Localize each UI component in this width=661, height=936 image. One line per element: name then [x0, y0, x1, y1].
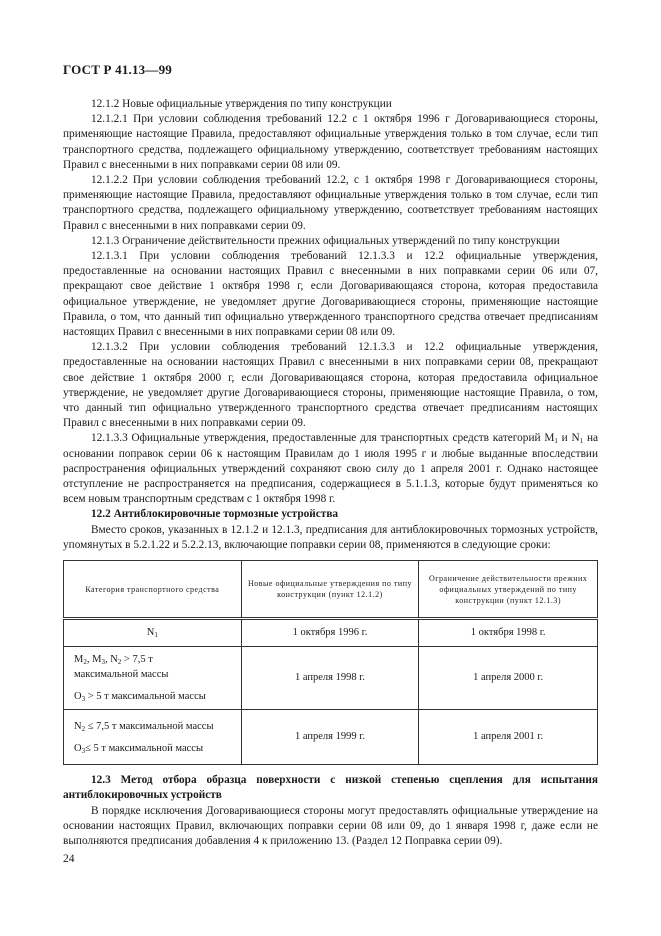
- paragraph-12-1-3-3: [63, 431, 598, 507]
- paragraph-12-1-3-2: 12.1.3.2 При условии соблюдения требований 12.1.3.3 и 12.2 официальные утверждения, предоставленные на основании настоящих Правил с внесенными в них поправками серии 08, прекращают свое действие 1 октября 2000 г, если Договаривающаяся сторона, которая предоставила официальное утверждение, не уведомляет другие Договаривающиеся стороны, применяющие настоящие Правила, о том, что данный тип официально утвержденного транспортного средства отвечает предписаниям настоящих Правил с внесенными в них поправками серии 09.: [63, 341, 598, 430]
- paragraph-12-1-3-1: 12.1.3.1 При условии соблюдения требований 12.1.3.3 и 12.2 официальные утверждения, предоставленные на основании настоящих Правил с внесенными в них поправками серии 06 или 07, прекращают свое действие 1 октября 1998 г, если Договаривающаяся сторона, которая предоставила официальное утверждение, не уведомляет другие Договаривающиеся стороны, применяющие настоящие Правила, о том, что данный тип официально утвержденного транспортного средства отвечает предписаниям настоящих Правил с внесенными в них поправками серии 08 или 09.: [63, 250, 598, 339]
- table-header-row: [64, 561, 598, 619]
- subscript: 1: [154, 631, 158, 640]
- text-run: на основании поправок серии 06 к настоящим Правилам до 1 июля 1995 г и любые выданные впоследствии распространения официальных утверждений сохраняют свою силу до 1 апреля 2001 г. Однако настоящее отступление не распространяется на предписания, содержащиеся в 5.1.1.3, которые будут применяться ко всем новым транспортным средствам с 1 октября 1998 г.: [63, 432, 599, 506]
- category-line: [74, 719, 231, 734]
- subscript: 2: [81, 724, 86, 733]
- cell-new-approval-date: 1 апреля 1998 г.: [241, 647, 419, 710]
- text-run: ≤ 5 т максимальной массы: [85, 742, 203, 754]
- cell-category: [64, 619, 242, 647]
- spacer: [74, 682, 231, 689]
- text-run: 12.1.3.3 Официальные утверждения, предоставленные для транспортных средств категорий M: [91, 432, 555, 445]
- cell-category: [64, 647, 242, 710]
- category-letter: N: [146, 627, 155, 639]
- page-number: 24: [63, 853, 75, 865]
- paragraph-12-1-2-1: 12.1.2.1 При условии соблюдения требований 12.2 с 1 октября 1996 г Договаривающиеся стороны, применяющие настоящие Правила, предоставляют официальные утверждения только в том случае, если тип транспортного средства, подлежащего официальному утверждению, соответствует требованиям настоящих Правил с внесенными в них поправками серии 08 или 09.: [63, 113, 598, 171]
- cell-new-approval-date: 1 апреля 1999 г.: [241, 710, 419, 765]
- paragraph-12-1-3: 12.1.3 Ограничение действительности прежних официальных утверждений по типу конструкции: [91, 234, 560, 247]
- table-row: [64, 619, 598, 647]
- category-line: [74, 741, 231, 756]
- subscript: 3: [81, 695, 86, 704]
- table-row: [64, 710, 598, 765]
- cell-limitation-date: 1 апреля 2001 г.: [419, 710, 598, 765]
- document-header: ГОСТ Р 41.13—99: [63, 62, 172, 77]
- text-run: M: [74, 654, 84, 666]
- text-run: и N: [557, 432, 580, 445]
- text-run: N: [74, 720, 82, 732]
- text-run: ≤ 7,5 т максимальной массы: [85, 720, 214, 732]
- column-header-limitation: Ограничение действительности прежних официальных утверждений по типу конструкции (пункт 12.1.3): [419, 561, 598, 619]
- text-run: > 7,5 т: [121, 654, 153, 666]
- category-line: [74, 689, 231, 704]
- text-run: , M: [86, 654, 102, 666]
- text-run: > 5 т максимальной массы: [85, 691, 206, 703]
- section-heading-12-3: 12.3 Метод отбора образца поверхности с низкой степенью сцепления для испытания антиблокировочных устройств: [63, 774, 598, 802]
- subscript: 2: [83, 658, 87, 667]
- section-heading-12-2: 12.2 Антиблокировочные тормозные устройства: [91, 508, 339, 521]
- paragraph-12-2-intro: Вместо сроков, указанных в 12.1.2 и 12.1.3, предписания для антиблокировочных тормозных устройств, упомянутых в 5.2.1.22 и 5.2.2.13, включающие поправки серии 08, применяются в следующие сроки:: [63, 523, 598, 551]
- cell-new-approval-date: 1 октября 1996 г.: [241, 619, 419, 647]
- category-line: максимальной массы: [74, 669, 169, 681]
- deadlines-table: [63, 560, 598, 765]
- cell-limitation-date: 1 апреля 2000 г.: [419, 647, 598, 710]
- cell-category: [64, 710, 242, 765]
- text-run: O: [74, 691, 82, 703]
- subscript: 1: [579, 437, 584, 446]
- table-row: [64, 647, 598, 710]
- spacer: [74, 734, 231, 741]
- subscript: 3: [81, 746, 86, 755]
- document-body: [63, 97, 598, 849]
- category-line: [74, 652, 231, 667]
- text-run: O: [74, 742, 82, 754]
- subscript: 3: [101, 658, 105, 667]
- column-header-new-approvals: Новые официальные утверждения по типу конструкции (пункт 12.1.2): [241, 561, 419, 619]
- paragraph-12-3-body: В порядке исключения Договаривающиеся стороны могут предоставлять официальные утверждение на основании настоящих Правил, включающих поправки серии 08 или 09, до 1 января 1998 г, даже если не выполняются предписания добавления 4 к приложению 13. (Раздел 12 Поправка серии 09).: [63, 804, 598, 847]
- cell-limitation-date: 1 октября 1998 г.: [419, 619, 598, 647]
- text-run: , N: [104, 654, 118, 666]
- column-header-category: Категория транспортного средства: [64, 561, 242, 619]
- subscript: 2: [117, 658, 122, 667]
- paragraph-12-1-2-2: 12.1.2.2 При условии соблюдения требований 12.2, с 1 октября 1998 г Договаривающиеся стороны, применяющие настоящие Правила, предоставляют официальные утверждения только в том случае, если тип транспортного средства, подлежащего официальному утверждению, соответствует требованиям настоящих Правил с внесенными в них поправками серии 09.: [63, 174, 598, 232]
- subscript: 1: [554, 437, 558, 446]
- paragraph-12-1-2: 12.1.2 Новые официальные утверждения по типу конструкции: [91, 98, 392, 110]
